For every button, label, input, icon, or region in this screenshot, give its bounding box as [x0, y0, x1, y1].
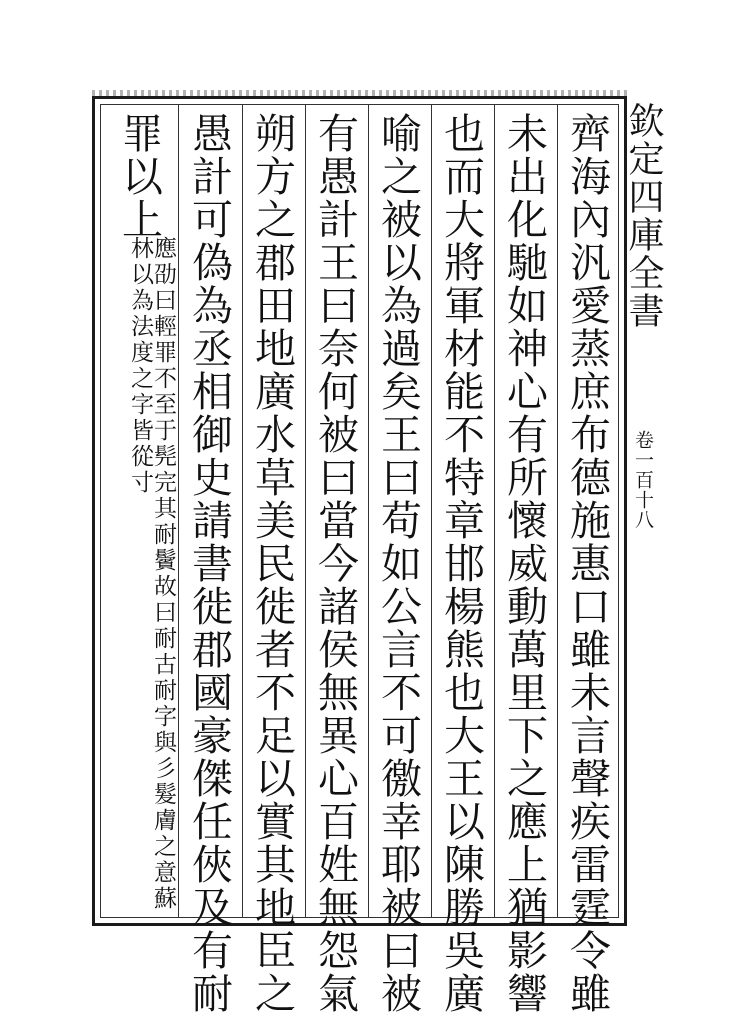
- column-rule: [368, 104, 369, 918]
- column-rule: [494, 104, 495, 918]
- text-column-7: 愚計可偽為丞相御史請書徙郡國豪傑任俠及有耐: [185, 112, 233, 1015]
- column-rule: [431, 104, 432, 918]
- top-edge: [92, 90, 627, 96]
- text-column-8: 罪以上: [115, 112, 163, 241]
- text-column-1: 齊海內汎愛蒸庶布德施惠口雖未言聲疾雷霆令雖: [563, 112, 611, 1015]
- text-column-6: 朔方之郡田地廣水草美民徙者不足以實其地臣之: [248, 112, 296, 1015]
- annotation-text: 應劭曰輕罪不至于髡完其耐鬢故曰耐古耐字與彡髮膚之意蘇林以為法度之字皆從寸: [127, 236, 176, 912]
- book-title: 欽定四庫全書: [623, 102, 664, 330]
- text-column-3: 也而大將軍材能不特章邯楊熊也大王以陳勝吳廣: [437, 112, 485, 1015]
- text-column-4: 喻之被以為過矣王曰苟如公言不可徼幸耶被曰被: [374, 112, 422, 1015]
- chapter-label: 卷一百十八: [632, 430, 654, 530]
- text-column-2: 未出化馳如神心有所懷威動萬里下之應上猶影響: [500, 112, 548, 1015]
- annotation-block: [108, 236, 174, 916]
- text-column-5: 有愚計王曰奈何被曰當今諸侯無異心百姓無怨氣: [311, 112, 359, 1015]
- column-rule: [178, 104, 179, 918]
- column-rule: [242, 104, 243, 918]
- column-rule: [305, 104, 306, 918]
- column-rule: [557, 104, 558, 918]
